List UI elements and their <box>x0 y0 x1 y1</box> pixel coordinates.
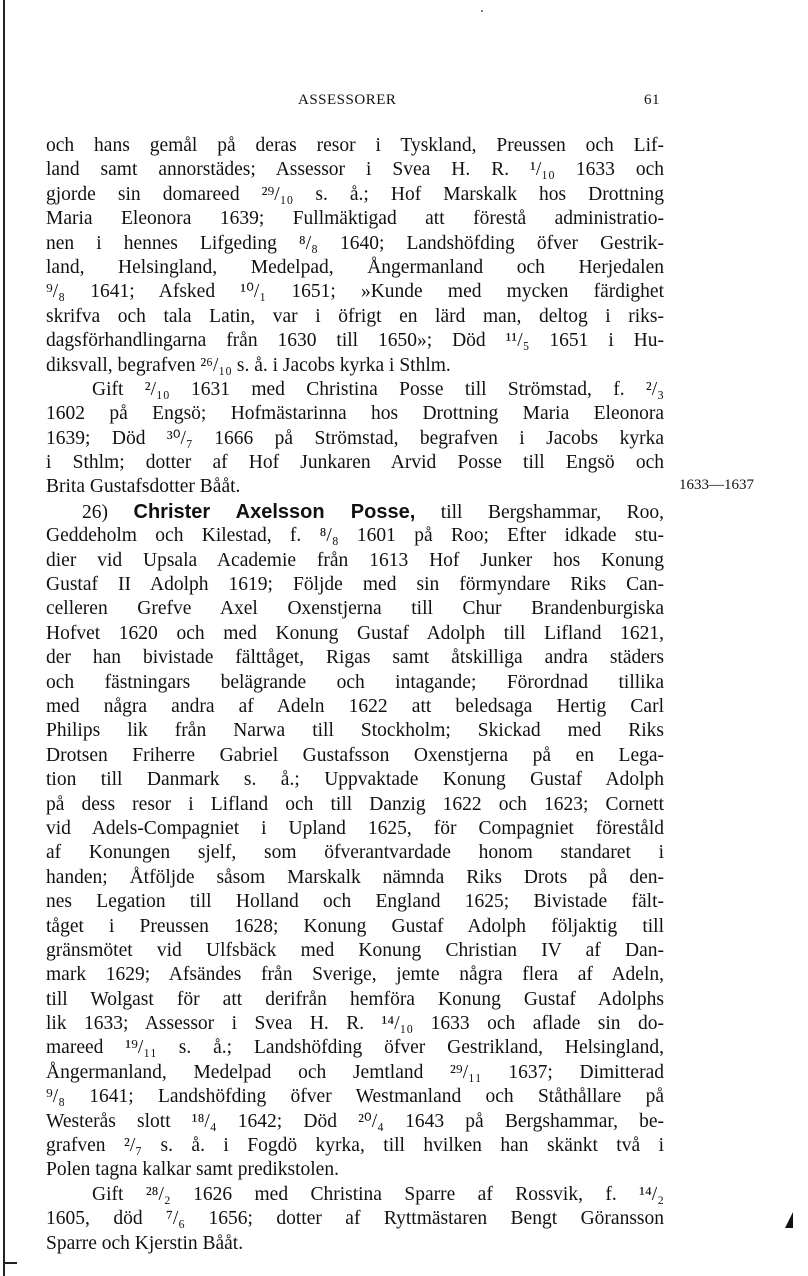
text-line: Brita Gustafsdotter Bååt. <box>46 476 241 498</box>
text-line: land, Helsingland, Medelpad, Ångermanland och Herjedalen <box>46 256 664 278</box>
text-line: till Wolgast för att derifrån hemföra Konung Gustaf Adolphs <box>46 988 664 1010</box>
page-header <box>46 92 660 114</box>
text-line: Geddeholm och Kilestad, f. ⁸/₈ 1601 på Roo; Efter idkade stu- <box>46 525 664 547</box>
text-line: nes Legation till Holland och England 1625; Bivistade fält- <box>46 891 664 913</box>
text-line: och hans gemål på deras resor i Tyskland, Preussen och Lif- <box>46 135 664 156</box>
paragraph <box>46 1183 664 1256</box>
text-line: på dess resor i Lifland och till Danzig 1622 och 1623; Cornett <box>46 793 664 815</box>
entry-heading-line <box>46 500 664 524</box>
text-line: dagsförhandlingarna från 1630 till 1650»; Död ¹¹/₅ 1651 i Hu- <box>46 330 664 352</box>
text-line: 1602 på Engsö; Hofmästarinna hos Drottning Maria Eleonora <box>46 403 664 425</box>
entry-person-name: Christer Axelsson Posse, <box>133 500 416 523</box>
body-text <box>46 134 664 1256</box>
text-line: mareed ¹⁹/₁₁ s. å.; Landshöfding öfver Gestrikland, Helsingland, <box>46 1037 664 1059</box>
text-line: af Konungen sjelf, som öfverantvardade honom standaret i <box>46 842 664 864</box>
text-line: 1639; Död ³⁰/₇ 1666 på Strömstad, begrafven i Jacobs kyrka <box>46 427 664 449</box>
text-line: Hofvet 1620 och med Konung Gustaf Adolph till Lifland 1621, <box>46 622 664 644</box>
text-line: diksvall, begrafven ²⁶/₁₀ s. å. i Jacobs kyrka i Sthlm. <box>46 354 451 376</box>
text-line: der han bivistade fälttåget, Rigas samt åtskilliga andra städers <box>46 647 664 669</box>
text-line: och fästningars belägrande och intagande; Förordnad tillika <box>46 671 664 693</box>
text-line: Maria Eleonora 1639; Fullmäktigad att förestå administratio- <box>46 208 664 230</box>
text-line: vid Adels-Compagniet i Upland 1625, för Compagniet föreståld <box>46 817 664 839</box>
text-line: Ångermanland, Medelpad och Jemtland ²⁹/₁₁ 1637; Dimitterad <box>46 1061 664 1083</box>
text-line: Gift ²/₁₀ 1631 med Christina Posse till Strömstad, f. ²/₃ <box>92 378 664 400</box>
text-line: lik 1633; Assessor i Svea H. R. ¹⁴/₁₀ 1633 och aflade sin do- <box>46 1013 664 1035</box>
page-left-edge <box>3 0 5 1276</box>
entry-26 <box>46 500 664 1183</box>
scan-speck <box>481 10 483 12</box>
text-line: ⁹/₈ 1641; Afsked ¹⁰/₁ 1651; »Kunde med mycken färdighet <box>46 281 664 303</box>
text-line: ⁹/₈ 1641; Landshöfding öfver Westmanland och Ståthållare på <box>46 1086 664 1108</box>
entry-number: 26) <box>82 501 108 523</box>
text-fragment: till Bergshammar, Roo, <box>440 501 664 523</box>
page-number: 61 <box>644 92 660 108</box>
paragraph <box>46 134 664 378</box>
text-line: grafven ²/₇ s. å. i Fogdö kyrka, till hvilken han skänkt två i <box>46 1135 664 1157</box>
text-line: celleren Grefve Axel Oxenstjerna till Chur Brandenburgiska <box>46 598 664 620</box>
text-line: 1605, död ⁷/₆ 1656; dotter af Ryttmästaren Bengt Göransson <box>46 1208 664 1230</box>
corner-mark-icon <box>785 1212 793 1228</box>
margin-note-years: 1633—1637 <box>679 477 754 493</box>
text-line: Gustaf II Adolph 1619; Följde med sin förmyndare Riks Can- <box>46 574 664 596</box>
text-line: skrifva och tala Latin, var i öfrigt en lärd man, deltog i riks- <box>46 305 664 327</box>
text-line: Philips lik från Narwa till Stockholm; Skickad med Riks <box>46 720 664 742</box>
text-line: Polen tagna kalkar samt predikstolen. <box>46 1159 339 1181</box>
text-line: Drotsen Friherre Gabriel Gustafsson Oxenstjerna på en Lega- <box>46 744 664 766</box>
text-line: dier vid Upsala Academie från 1613 Hof Junker hos Konung <box>46 549 664 571</box>
running-title: ASSESSORER <box>298 92 397 108</box>
text-line: tion till Danmark s. å.; Uppvaktade Konung Gustaf Adolph <box>46 769 664 791</box>
text-line: Sparre och Kjerstin Bååt. <box>46 1232 244 1254</box>
text-line: med några andra af Adeln 1622 att beledsaga Hertig Carl <box>46 695 664 717</box>
text-line: mark 1629; Afsändes från Sverige, jemte några flera af Adeln, <box>46 964 664 986</box>
text-line: tåget i Preussen 1628; Konung Gustaf Adolph följaktig till <box>46 915 664 937</box>
text-line: gränsmötet vid Ulfsbäck med Konung Christian IV af Dan- <box>46 939 664 961</box>
page-left-edge-foot <box>3 1262 17 1264</box>
text-line: nen i hennes Lifgeding ⁸/₈ 1640; Landshöfding öfver Gestrik- <box>46 232 664 254</box>
text-line: land samt annorstädes; Assessor i Svea H. R. ¹/₁₀ 1633 och <box>46 159 664 181</box>
text-line: Westerås slott ¹⁸/₄ 1642; Död ²⁰/₄ 1643 på Bergshammar, be- <box>46 1110 664 1132</box>
text-line: i Sthlm; dotter af Hof Junkaren Arvid Posse till Engsö och <box>46 452 664 474</box>
text-line: handen; Åtföljde såsom Marskalk nämnda Riks Drots på den- <box>46 866 664 888</box>
paragraph <box>46 378 664 500</box>
text-line: Gift ²⁸/₂ 1626 med Christina Sparre af Rossvik, f. ¹⁴/₂ <box>92 1183 664 1205</box>
text-line: gjorde sin domareed ²⁹/₁₀ s. å.; Hof Marskalk hos Drottning <box>46 183 664 205</box>
